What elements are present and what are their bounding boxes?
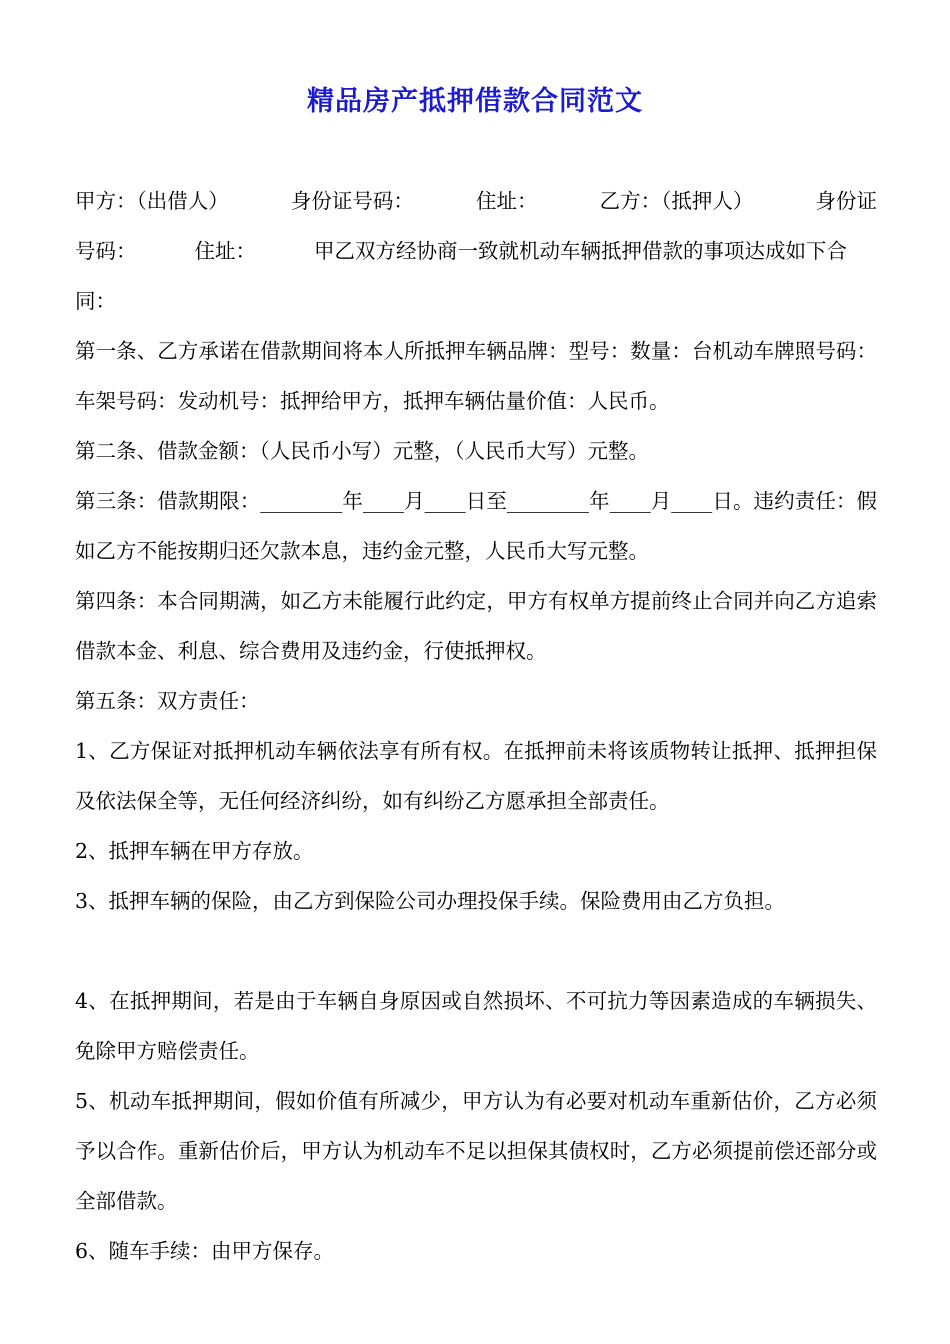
document-title: 精品房产抵押借款合同范文	[307, 86, 643, 117]
party-jia-address-label: 住址：	[476, 189, 538, 213]
party-jia-label: 甲方：（出借人）	[75, 189, 229, 213]
article-1: 第一条、乙方承诺在借款期间将本人所抵押车辆品牌：型号：数量：台机动车牌照号码：车架号码：发动机号：抵押给甲方，抵押车辆估量价值：人民币。	[75, 339, 877, 413]
responsibility-item-4: 4、在抵押期间，若是由于车辆自身原因或自然损坏、不可抗力等因素造成的车辆损失、免除甲方赔偿责任。	[75, 989, 877, 1063]
party-info-line-1	[75, 176, 877, 226]
document-body	[75, 176, 877, 1276]
paragraph-spacer	[75, 926, 877, 976]
party-yi-address-label: 住址：	[194, 239, 256, 263]
party-yi-id-label-end: 号码：	[75, 239, 137, 263]
article-3: 第三条：借款期限：________年____月____日至________年____月____日。违约责任：假如乙方不能按期归还欠款本息，违约金元整，人民币大写元整。	[75, 489, 877, 563]
party-yi-label: 乙方：（抵押人）	[599, 189, 754, 213]
party-jia-id-label: 身份证号码：	[290, 189, 414, 213]
responsibility-item-6: 6、随车手续：由甲方保存。	[75, 1239, 335, 1263]
responsibility-item-3: 3、抵押车辆的保险，由乙方到保险公司办理投保手续。保险费用由乙方负担。	[75, 889, 786, 913]
article-4: 第四条：本合同期满，如乙方未能履行此约定，甲方有权单方提前终止合同并向乙方追索借款本金、利息、综合费用及违约金，行使抵押权。	[75, 589, 877, 663]
responsibility-item-1: 1、乙方保证对抵押机动车辆依法享有所有权。在抵押前未将该质物转让抵押、抵押担保及依法保全等，无任何经济纠纷，如有纠纷乙方愿承担全部责任。	[75, 739, 877, 813]
agreement-intro-end: 同：	[75, 289, 116, 313]
party-info-line-2	[75, 226, 877, 276]
party-yi-id-label-start: 身份证	[815, 189, 877, 213]
article-2: 第二条、借款金额：（人民币小写）元整，（人民币大写）元整。	[75, 439, 649, 463]
responsibility-item-2: 2、抵押车辆在甲方存放。	[75, 839, 314, 863]
responsibility-item-5: 5、机动车抵押期间，假如价值有所减少，甲方认为有必要对机动车重新估价，乙方必须予以合作。重新估价后，甲方认为机动车不足以担保其债权时，乙方必须提前偿还部分或全部借款。	[75, 1089, 877, 1213]
article-5: 第五条：双方责任：	[75, 689, 260, 713]
agreement-intro: 甲乙双方经协商一致就机动车辆抵押借款的事项达成如下合	[314, 239, 847, 263]
